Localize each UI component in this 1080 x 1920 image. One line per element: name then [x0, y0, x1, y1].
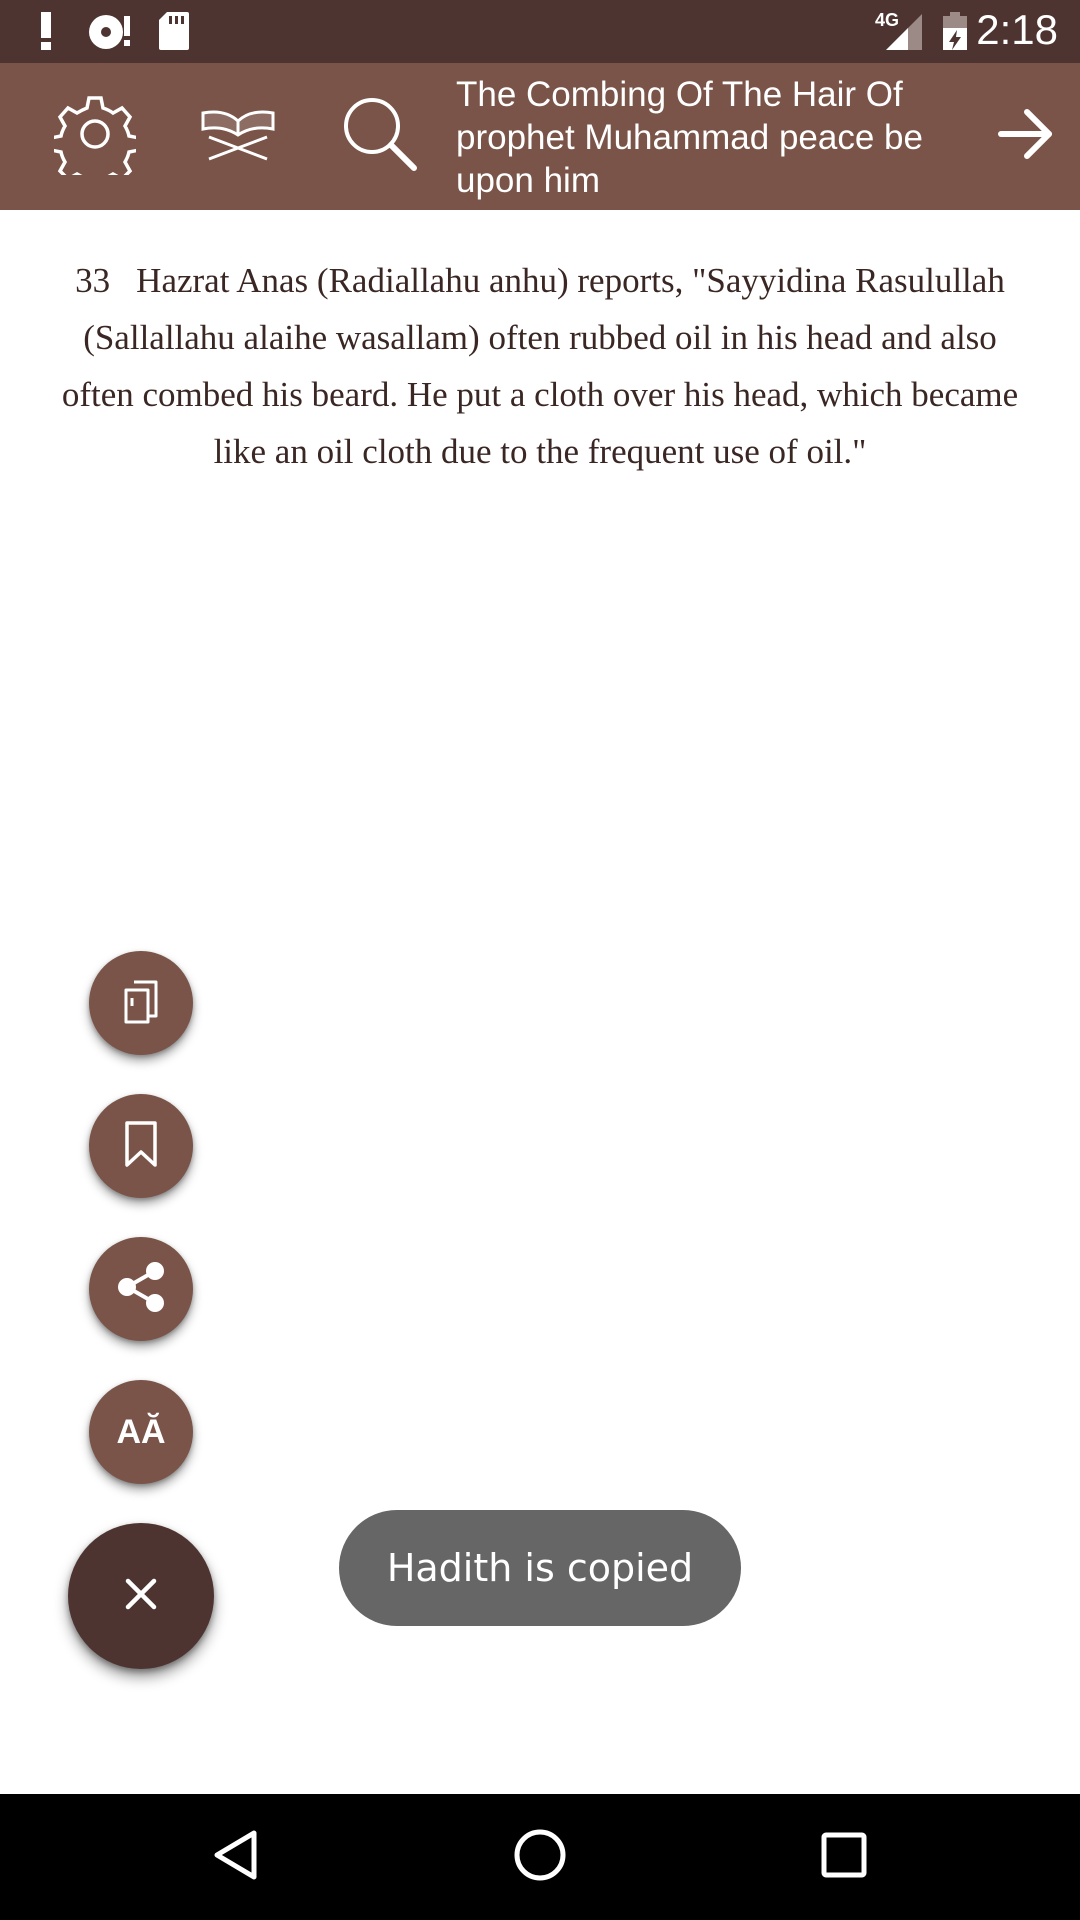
back-triangle-icon [212, 1829, 260, 1886]
copy-button[interactable] [89, 951, 193, 1055]
bookmark-button[interactable] [89, 1094, 193, 1198]
search-button[interactable] [330, 63, 430, 210]
quran-button[interactable] [186, 63, 290, 210]
next-button[interactable] [986, 63, 1066, 210]
alert-icon [38, 10, 54, 57]
arrow-right-icon [997, 105, 1055, 168]
search-icon [340, 94, 420, 179]
chapter-title: The Combing Of The Hair Of prophet Muhammad peace be upon him [456, 75, 923, 200]
quran-book-icon [197, 103, 279, 170]
sd-card-icon [157, 10, 191, 57]
gear-icon [54, 93, 136, 180]
clock: 2:18 [976, 6, 1058, 53]
back-button[interactable] [176, 1794, 296, 1920]
home-circle-icon [513, 1828, 567, 1887]
signal-icon [884, 10, 924, 57]
hadith-number: 33 [75, 261, 111, 300]
recents-square-icon [820, 1831, 868, 1884]
hadith-body [48, 252, 1032, 480]
battery-icon [942, 10, 968, 57]
share-icon [115, 1261, 167, 1318]
hadith-text: Hazrat Anas (Radiallahu anhu) reports, "Sayyidina Rasulullah (Sallallahu alaihe wasallam) often rubbed oil in his head and also often combed his beard. He put a cloth over his head, which became like an oil cloth due to the frequent use of oil." [61, 261, 1019, 471]
home-button[interactable] [480, 1794, 600, 1920]
status-bar [0, 0, 1080, 63]
network-type-label: 4G [875, 10, 900, 30]
bookmark-icon [123, 1119, 159, 1174]
toast-message: Hadith is copied [339, 1510, 741, 1626]
settings-button[interactable] [40, 63, 150, 210]
copy-icon [118, 976, 164, 1031]
system-nav-bar [0, 1794, 1080, 1920]
recents-button[interactable] [784, 1794, 904, 1920]
share-button[interactable] [89, 1237, 193, 1341]
font-size-icon: AĂ [116, 1412, 166, 1451]
close-menu-button[interactable] [68, 1523, 214, 1669]
font-size-button[interactable] [89, 1380, 193, 1484]
disc-alert-icon [88, 10, 134, 57]
close-icon [124, 1577, 158, 1616]
app-bar [0, 63, 1080, 210]
